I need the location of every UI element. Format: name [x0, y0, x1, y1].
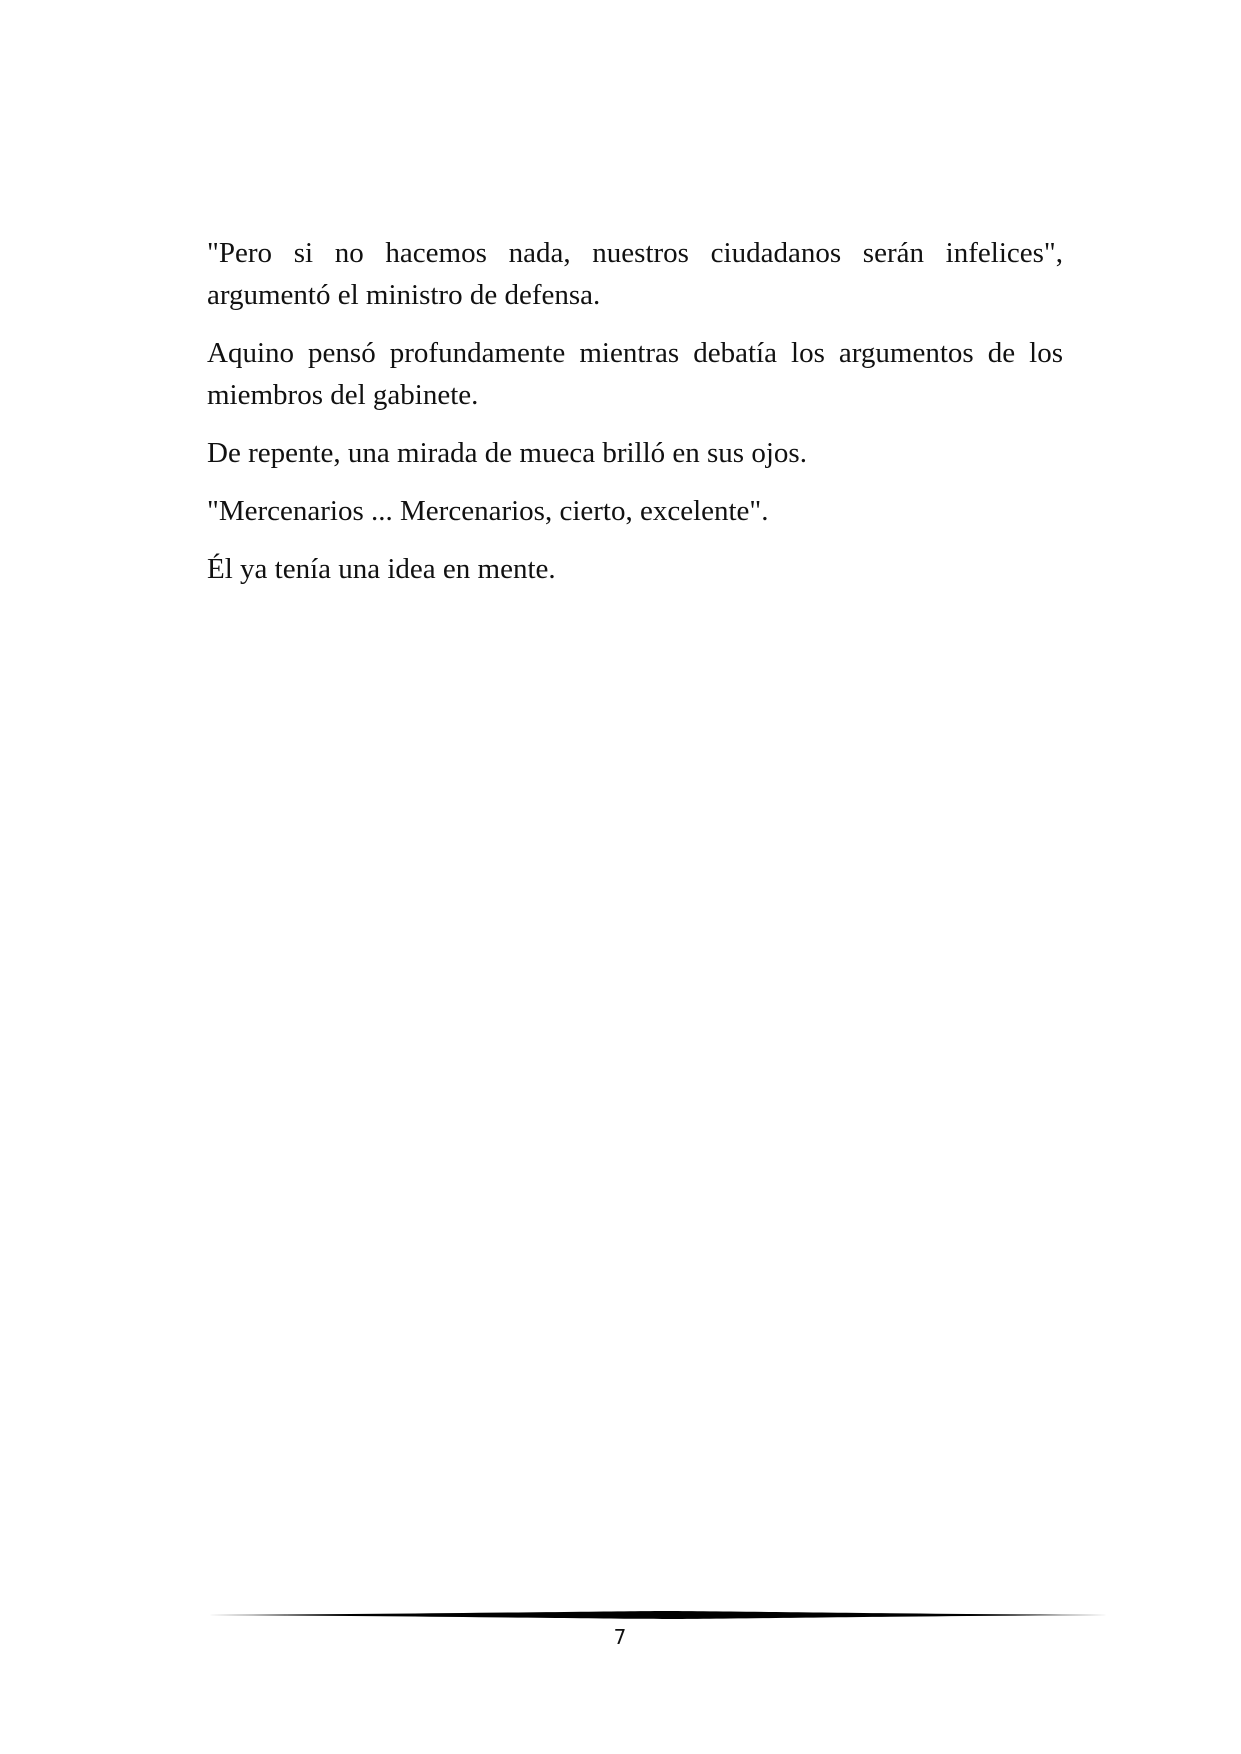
paragraph: Aquino pensó profundamente mientras debatía los argumentos de los miembros del gabinete. [207, 337, 1063, 411]
paragraph: "Pero si no hacemos nada, nuestros ciudadanos serán infelices", argumentó el ministro de defensa. [207, 237, 1063, 311]
body-text [207, 232, 1063, 606]
paragraph: De repente, una mirada de mueca brilló en sus ojos. [207, 437, 807, 469]
footer-divider [208, 1608, 1108, 1622]
paragraph: Él ya tenía una idea en mente. [207, 553, 556, 585]
paragraph: "Mercenarios ... Mercenarios, cierto, excelente". [207, 495, 769, 527]
page-number: 7 [613, 1625, 627, 1649]
